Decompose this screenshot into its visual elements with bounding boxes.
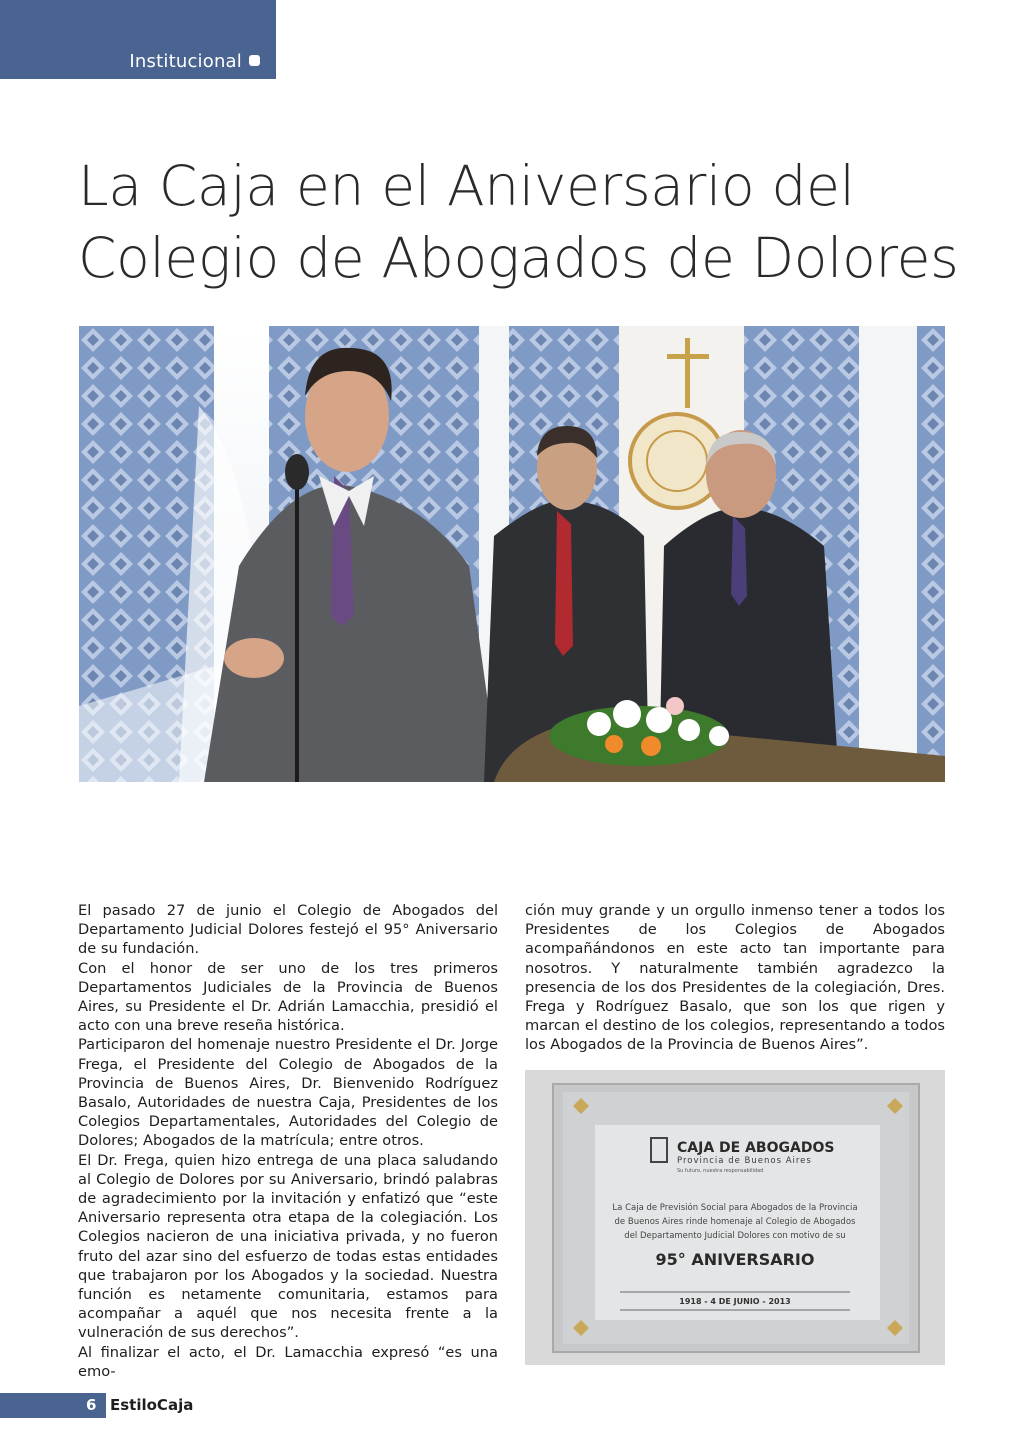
article-column-right <box>525 901 945 1055</box>
section-label: Institucional <box>129 51 242 72</box>
paragraph: El Dr. Frega, quien hizo entrega de una placa saludando al Colegio de Dolores por su Aniversario, brindó palabras de agradecimiento por la invitación y enfatizó que “este Aniversario representa otra etapa de la colegiación. Los Colegios nacieron de una iniciativa privada, y no fueron fruto del azar sino del esfuerzo de todas estas entidades que trabajaron por los Abogados y la sociedad. Nuestra función es netamente comunitaria, estamos para acompañar a aquél que nos necesita frente a la vulneración de sus derechos”. <box>78 1151 498 1342</box>
plaque-org: CAJA DE ABOGADOS <box>677 1140 835 1156</box>
paragraph: Con el honor de ser uno de los tres primeros Departamentos Judiciales de la Provincia de Buenos Aires, su Presidente el Dr. Adrián Lamacchia, presidió el acto con una breve reseña histórica. <box>78 959 498 1035</box>
plaque-tagline: Su futuro, nuestra responsabilidad <box>677 1168 764 1174</box>
plaque-dates: 1918 - 4 DE JUNIO - 2013 <box>679 1297 791 1306</box>
article-title-line-2: Colegio de Abogados de Dolores <box>78 226 959 290</box>
article-column-left <box>78 901 498 1381</box>
plaque-body-line-1: La Caja de Previsión Social para Abogados de la Provincia <box>612 1203 858 1213</box>
plaque-province: Provincia de Buenos Aires <box>677 1156 812 1166</box>
magazine-name: EstiloCaja <box>110 1396 194 1414</box>
plaque-body-line-3: del Departamento Judicial Dolores con motivo de su <box>624 1231 846 1241</box>
paragraph: Participaron del homenaje nuestro Presidente el Dr. Jorge Frega, el Presidente del Colegio de Abogados de la Provincia de Buenos Aires, Dr. Bienvenido Rodríguez Basalo, Autoridades de nuestra Caja, Presidentes de los Colegios Departamentales, Autoridades del Colegio de Dolores; Abogados de la matrícula; entre otros. <box>78 1036 498 1150</box>
paragraph: Al finalizar el acto, el Dr. Lamacchia expresó “es una emo- <box>78 1343 498 1380</box>
event-photo <box>79 326 945 782</box>
article-title-line-1: La Caja en el Aniversario del <box>78 154 855 218</box>
paragraph: El pasado 27 de junio el Colegio de Abogados del Departamento Judicial Dolores festejó el 95° Aniversario de su fundación. <box>78 902 498 958</box>
paragraph: ción muy grande y un orgullo inmenso tener a todos los Presidentes de los Colegios de Abogados acompañándonos en este acto tan importante para nosotros. Y naturalmente también agradezco la presencia de los dos Presidentes de la colegiación, Dres. Frega y Rodríguez Basalo, que son los que rigen y marcan el destino de los colegios, representando a todos los Abogados de la Provincia de Buenos Aires”. <box>525 902 945 1054</box>
bullet-icon <box>249 55 260 66</box>
section-tab <box>0 0 276 79</box>
plaque-photo <box>525 1070 945 1365</box>
article-title <box>78 150 978 294</box>
page-number: 6 <box>86 1396 97 1414</box>
plaque-body-line-2: de Buenos Aires rinde homenaje al Colegio de Abogados <box>614 1217 856 1227</box>
plaque-anniversary: 95° ANIVERSARIO <box>655 1250 815 1269</box>
